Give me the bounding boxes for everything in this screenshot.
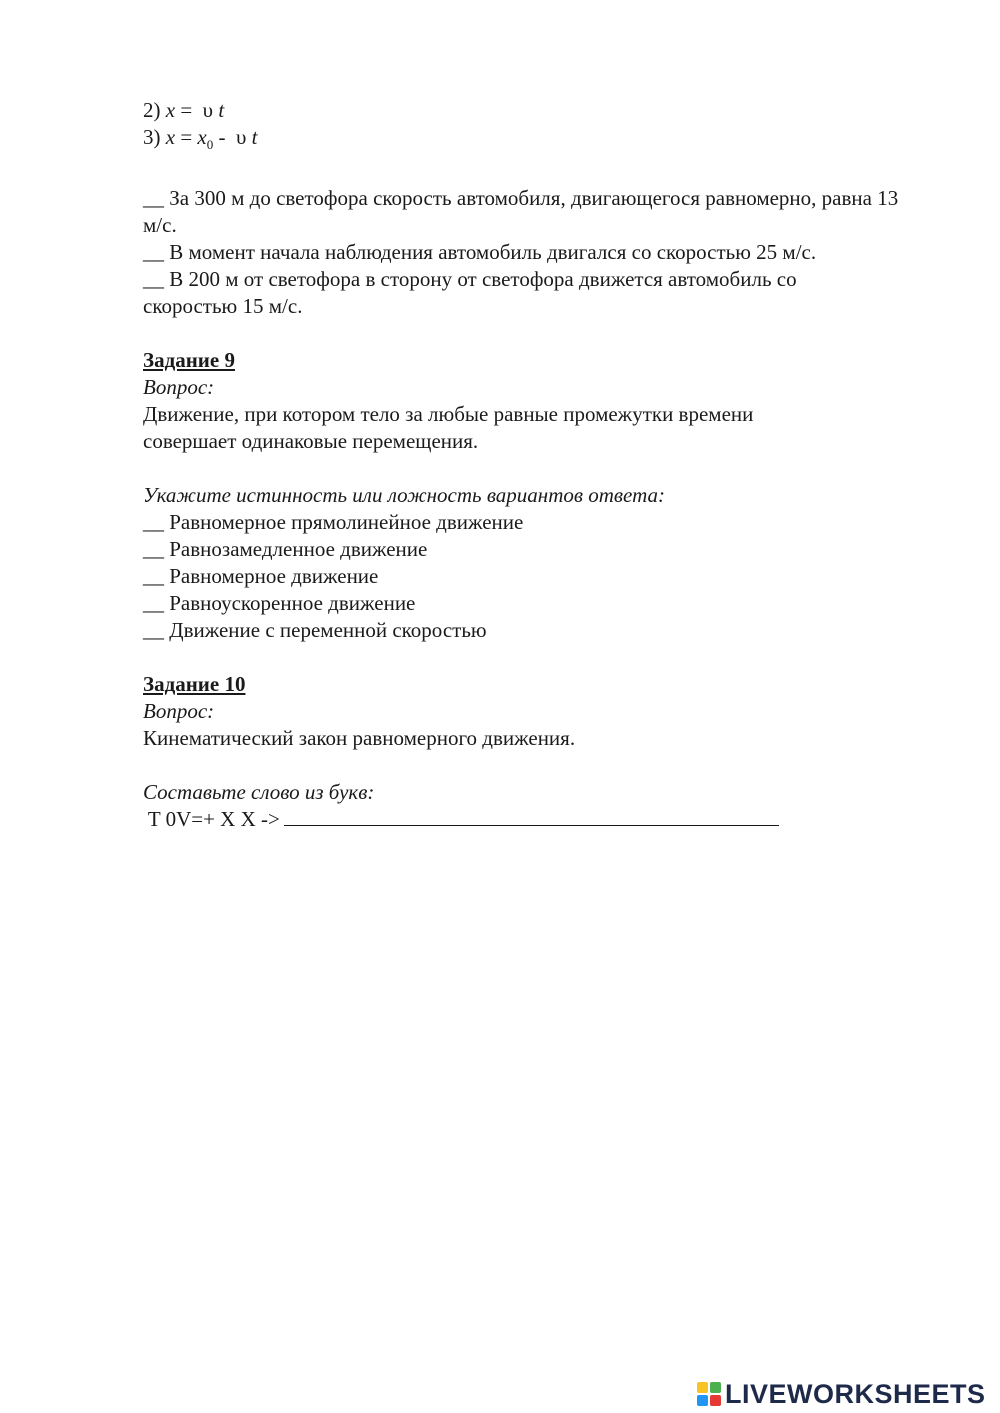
task9-option[interactable]: __ Равномерное движение — [143, 564, 379, 589]
task8-option[interactable]: __ В момент начала наблюдения автомобиль двигался со скоростью 25 м/с. — [143, 240, 817, 265]
task9-option[interactable]: __ Равномерное прямолинейное движение — [143, 510, 524, 535]
task9-option[interactable]: __ Равноускоренное движение — [143, 591, 416, 616]
task9-heading: Задание 9 — [143, 348, 235, 373]
task8-option[interactable]: __ В 200 м от светофора в сторону от светофора движется автомобиль со скоростью 15 м/с. — [143, 267, 797, 319]
task10-question: Кинематический закон равномерного движения. — [143, 726, 576, 751]
formula-3: 3) $x = x_0 - \upsilon$ t — [143, 125, 258, 153]
liveworksheets-logo — [697, 1377, 986, 1411]
worksheet-page — [143, 97, 913, 833]
task9-option[interactable]: __ Равнозамедленное движение — [143, 537, 428, 562]
task8-option[interactable]: __ За 300 м до светофора скорость автомобиля, двигающегося равномерно, равна 13 м/с. — [143, 186, 899, 238]
task10-answer-input[interactable] — [284, 806, 779, 826]
task10-instruction: Составьте слово из букв: — [143, 780, 375, 805]
logo-mark-icon — [697, 1382, 721, 1406]
task10-letters: T 0V=+ X X -> — [147, 807, 280, 832]
task9-instruction: Укажите истинность или ложность вариантов ответа: — [143, 483, 665, 508]
task9-question-label: Вопрос: — [143, 375, 215, 400]
task10-question-label: Вопрос: — [143, 699, 215, 724]
logo-text: LIVEWORKSHEETS — [725, 1378, 986, 1409]
task9-option[interactable]: __ Движение с переменной скоростью — [143, 618, 487, 643]
formula-2: 2) x = υ t — [143, 98, 225, 122]
task9-question-line: Движение, при котором тело за любые равные промежутки времени — [143, 402, 754, 427]
task9-question-line: совершает одинаковые перемещения. — [143, 429, 479, 454]
task10-letters-row — [143, 806, 913, 833]
task10-heading: Задание 10 — [143, 672, 246, 697]
